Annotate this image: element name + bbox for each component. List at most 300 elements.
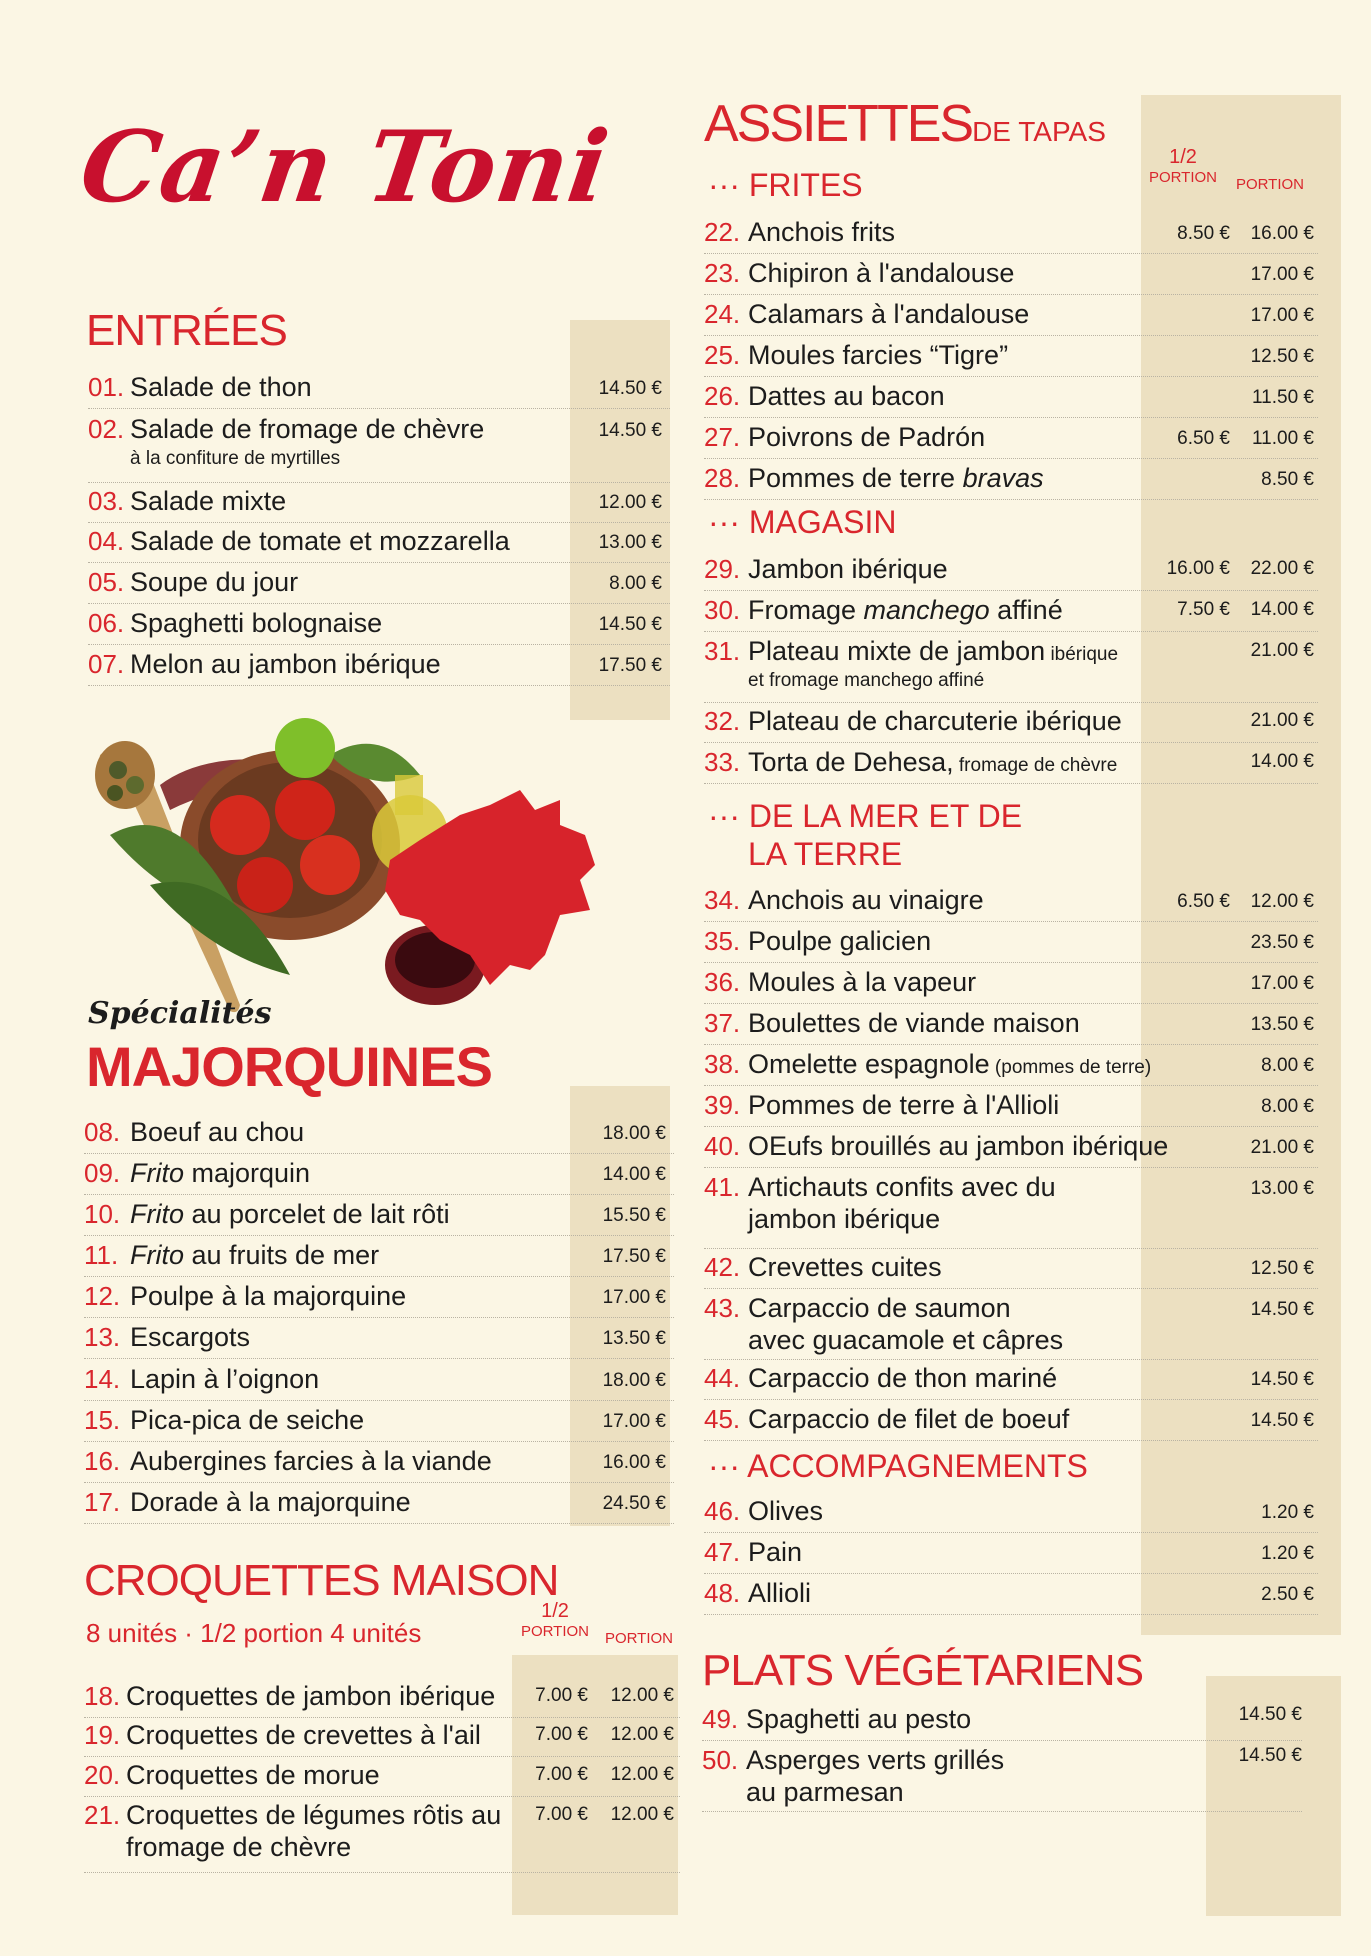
menu-item-row — [704, 1086, 1318, 1127]
item-price: 12.00 € — [1250, 891, 1314, 912]
item-name-text: Poulpe à la majorquine — [130, 1281, 407, 1311]
item-name-text: Plateau de charcuterie ibérique — [748, 706, 1122, 736]
item-name — [748, 1090, 1059, 1121]
item-price: 13.00 € — [598, 532, 662, 553]
item-name — [130, 1487, 411, 1518]
item-price: 14.50 € — [1250, 1410, 1314, 1431]
item-price: 12.00 € — [610, 1804, 674, 1825]
item-name — [748, 1363, 1057, 1394]
item-name-text: Anchois au vinaigre — [748, 885, 984, 915]
restaurant-logo: Ca’n Toni — [73, 110, 616, 225]
item-name-text: Croquettes de crevettes à l'ail — [126, 1720, 481, 1750]
item-price: 17.00 € — [1250, 305, 1314, 326]
menu-item-row — [88, 563, 670, 604]
item-number: 32. — [704, 706, 741, 736]
item-name — [130, 526, 510, 557]
majorquines-kicker: Spécialités — [88, 996, 272, 1031]
item-half-price: 16.00 € — [1166, 558, 1230, 579]
item-name-text: Fromage — [748, 595, 864, 625]
item-number: 22. — [704, 217, 741, 247]
item-price: 8.00 € — [609, 573, 662, 594]
item-number: 16. — [84, 1446, 121, 1476]
item-name — [126, 1800, 501, 1831]
item-number: 01. — [88, 372, 125, 402]
item-price: 8.00 € — [1261, 1096, 1314, 1117]
item-price: 21.00 € — [1250, 640, 1314, 661]
croquettes-portion-header — [600, 1630, 678, 1647]
item-name-text: Escargots — [130, 1322, 251, 1352]
item-number: 08. — [84, 1117, 121, 1147]
item-price: 12.00 € — [610, 1685, 674, 1706]
item-name-text: Spaghetti au pesto — [746, 1704, 972, 1734]
item-name-text: Dorade à la majorquine — [130, 1487, 411, 1517]
item-name-emphasis: manchego — [863, 595, 990, 625]
item-number: 50. — [702, 1745, 739, 1775]
item-name — [748, 1293, 1011, 1324]
tapas-portion-header — [1230, 176, 1310, 193]
item-number: 30. — [704, 595, 741, 625]
item-name — [130, 1281, 406, 1312]
item-number: 41. — [704, 1172, 741, 1202]
item-number: 10. — [84, 1199, 121, 1229]
item-number: 39. — [704, 1090, 741, 1120]
item-name — [748, 554, 948, 585]
item-price: 2.50 € — [1261, 1584, 1314, 1605]
menu-item-row — [88, 482, 670, 523]
item-price: 14.00 € — [602, 1164, 666, 1185]
item-name — [130, 1158, 310, 1189]
item-name-text: Pommes de terre — [748, 463, 963, 493]
item-name-text: Soupe du jour — [130, 567, 299, 597]
item-name — [748, 1049, 1151, 1080]
menu-item-row — [84, 1401, 674, 1442]
item-name — [748, 463, 1044, 494]
item-number: 31. — [704, 636, 741, 666]
item-name — [748, 381, 945, 412]
item-price: 17.50 € — [602, 1246, 666, 1267]
item-number: 34. — [704, 885, 741, 915]
menu-item-row — [84, 1442, 674, 1483]
item-name — [748, 422, 985, 453]
menu-item-row — [704, 213, 1318, 254]
item-price: 11.50 € — [1252, 387, 1314, 408]
item-name-text: Olives — [748, 1496, 824, 1526]
item-name — [748, 926, 931, 957]
item-name-emphasis: bravas — [962, 463, 1044, 493]
half-portion-label: PORTION — [520, 1623, 590, 1640]
menu-item-row — [88, 410, 670, 483]
item-name-text: Crevettes cuites — [748, 1252, 942, 1282]
item-name-text: Boulettes de viande maison — [748, 1008, 1080, 1038]
menu-item-row — [704, 702, 1318, 743]
menu-item-row — [84, 1113, 674, 1154]
menu-item-row — [704, 1492, 1318, 1533]
item-name — [130, 608, 382, 639]
item-number: 04. — [88, 526, 125, 556]
item-name-text: au fruits de mer — [184, 1240, 380, 1270]
item-number: 24. — [704, 299, 741, 329]
item-name-text: Chipiron à l'andalouse — [748, 258, 1015, 288]
item-name — [748, 1537, 802, 1568]
item-number: 49. — [702, 1704, 739, 1734]
accompagnements-title: ··· ACCOMPAGNEMENTS — [708, 1448, 1088, 1484]
item-half-price: 7.00 € — [535, 1685, 588, 1706]
item-number: 09. — [84, 1158, 121, 1188]
item-number: 20. — [84, 1760, 121, 1790]
item-number: 48. — [704, 1578, 741, 1608]
item-number: 33. — [704, 747, 741, 777]
item-price: 8.50 € — [1261, 469, 1314, 490]
menu-item-row — [704, 336, 1318, 377]
item-price: 17.00 € — [1250, 973, 1314, 994]
item-name — [748, 595, 1063, 626]
item-name — [748, 706, 1122, 737]
item-number: 18. — [84, 1681, 121, 1711]
menu-item-row — [84, 1318, 674, 1359]
item-name-text: Allioli — [748, 1578, 812, 1608]
item-price: 11.00 € — [1252, 428, 1314, 449]
item-price: 12.50 € — [1250, 1258, 1314, 1279]
item-price: 18.00 € — [602, 1370, 666, 1391]
item-price: 21.00 € — [1250, 710, 1314, 731]
item-name-text: Pommes de terre à l'Allioli — [748, 1090, 1060, 1120]
item-number: 21. — [84, 1800, 121, 1830]
item-number: 45. — [704, 1404, 741, 1434]
menu-item-row — [704, 1359, 1318, 1400]
item-name — [130, 1322, 250, 1353]
item-name — [748, 217, 895, 248]
item-name — [748, 1578, 811, 1609]
menu-item-row — [88, 368, 670, 409]
item-name — [130, 372, 312, 403]
item-price: 16.00 € — [1250, 223, 1314, 244]
item-name — [130, 649, 441, 680]
menu-item-row — [84, 1277, 674, 1318]
menu-item-row — [704, 1400, 1318, 1441]
item-number: 23. — [704, 258, 741, 288]
item-number: 43. — [704, 1293, 741, 1323]
item-name-text: OEufs brouillés au jambon ibérique — [748, 1131, 1169, 1161]
item-number: 03. — [88, 486, 125, 516]
item-name-text: Anchois frits — [748, 217, 896, 247]
item-price: 13.00 € — [1250, 1178, 1314, 1199]
item-price: 8.00 € — [1261, 1055, 1314, 1076]
item-name-line2: au parmesan — [746, 1777, 904, 1807]
item-number: 12. — [84, 1281, 121, 1311]
item-number: 37. — [704, 1008, 741, 1038]
menu-item-row — [704, 1045, 1318, 1086]
menu-item-row — [704, 1168, 1318, 1249]
item-number: 14. — [84, 1364, 121, 1394]
item-price: 24.50 € — [602, 1493, 666, 1514]
item-half-price: 6.50 € — [1177, 891, 1230, 912]
item-name-text: Torta de Dehesa, — [748, 747, 954, 777]
item-note: à la confiture de myrtilles — [130, 448, 341, 469]
menu-item-row — [88, 604, 670, 645]
item-name — [130, 1364, 319, 1395]
item-name — [748, 636, 1118, 667]
menu-item-row — [704, 295, 1318, 336]
item-name — [130, 1117, 304, 1148]
item-price: 12.00 € — [598, 492, 662, 513]
item-number: 40. — [704, 1131, 741, 1161]
item-name-text: Croquettes de jambon ibérique — [126, 1681, 496, 1711]
item-name-line2: avec guacamole et câpres — [748, 1325, 1064, 1355]
food-illustration — [90, 715, 630, 1035]
item-name — [748, 885, 984, 916]
item-number: 02. — [88, 414, 125, 444]
mer-title: ··· DE LA MER ET DE — [708, 798, 1023, 834]
item-half-price: 7.00 € — [535, 1764, 588, 1785]
item-number: 15. — [84, 1405, 121, 1435]
item-number: 25. — [704, 340, 741, 370]
item-number: 06. — [88, 608, 125, 638]
menu-item-row — [84, 1236, 674, 1277]
item-name-emphasis: Frito — [130, 1199, 184, 1229]
item-price: 13.50 € — [1250, 1014, 1314, 1035]
item-name-line2: fromage de chèvre — [126, 1832, 352, 1862]
item-price: 22.00 € — [1250, 558, 1314, 579]
item-name-text: Croquettes de légumes rôtis au — [126, 1800, 502, 1830]
item-price: 18.00 € — [602, 1123, 666, 1144]
item-number: 19. — [84, 1720, 121, 1750]
item-name-emphasis: Frito — [130, 1158, 184, 1188]
item-name-text: Melon au jambon ibérique — [130, 649, 441, 679]
menu-item-row — [702, 1700, 1302, 1741]
item-price: 14.50 € — [598, 420, 662, 441]
item-price: 17.00 € — [1250, 264, 1314, 285]
menu-item-row — [704, 550, 1318, 591]
item-price: 14.50 € — [1250, 1299, 1314, 1320]
item-name-text: Salade de thon — [130, 372, 312, 402]
item-name — [130, 414, 484, 445]
menu-item-row — [704, 1248, 1318, 1289]
item-name — [130, 1199, 450, 1230]
item-half-price: 6.50 € — [1177, 428, 1230, 449]
item-name — [126, 1720, 481, 1751]
item-name — [130, 1405, 364, 1436]
half-portion-label: PORTION — [1148, 169, 1218, 186]
item-number: 35. — [704, 926, 741, 956]
item-half-price: 7.00 € — [535, 1804, 588, 1825]
item-name — [748, 1404, 1069, 1435]
entrees-title: ENTRÉES — [86, 306, 287, 355]
croquettes-title: CROQUETTES MAISON — [84, 1556, 559, 1605]
menu-item-row — [704, 1289, 1318, 1360]
item-number: 36. — [704, 967, 741, 997]
menu-item-row — [84, 1796, 680, 1873]
item-name — [130, 486, 286, 517]
item-name-text: au porcelet de lait rôti — [184, 1199, 450, 1229]
item-price: 1.20 € — [1261, 1502, 1314, 1523]
item-name-text: Croquettes de morue — [126, 1760, 380, 1790]
item-number: 38. — [704, 1049, 741, 1079]
menu-item-row — [704, 881, 1318, 922]
item-name-text: Artichauts confits avec du — [748, 1172, 1056, 1202]
item-name-text: Spaghetti bolognaise — [130, 608, 383, 638]
item-name-emphasis: Frito — [130, 1240, 184, 1270]
item-name-text: Carpaccio de filet de boeuf — [748, 1404, 1070, 1434]
item-price: 14.50 € — [1250, 1369, 1314, 1390]
item-price: 14.50 € — [1238, 1704, 1302, 1725]
item-number: 26. — [704, 381, 741, 411]
item-price: 17.00 € — [602, 1411, 666, 1432]
item-name-text: Moules farcies “Tigre” — [748, 340, 1009, 370]
item-name — [748, 1008, 1080, 1039]
majorquines-title: MAJORQUINES — [86, 1035, 492, 1098]
menu-item-row — [704, 591, 1318, 632]
item-name-text: Salade mixte — [130, 486, 287, 516]
menu-item-row — [704, 377, 1318, 418]
item-name-text: Salade de tomate et mozzarella — [130, 526, 510, 556]
item-number: 07. — [88, 649, 125, 679]
item-name-text: Carpaccio de saumon — [748, 1293, 1011, 1323]
item-name — [748, 1172, 1056, 1203]
item-name-text: Poulpe galicien — [748, 926, 932, 956]
item-price: 1.20 € — [1261, 1543, 1314, 1564]
item-name-text: Jambon ibérique — [748, 554, 948, 584]
item-name-text: Pica-pica de seiche — [130, 1405, 365, 1435]
croquettes-half-portion-header — [520, 1600, 590, 1640]
item-name — [748, 1252, 942, 1283]
menu-item-row — [704, 963, 1318, 1004]
item-note: et fromage manchego affiné — [748, 670, 985, 691]
half-label: 1/2 — [1169, 146, 1197, 168]
item-half-price: 8.50 € — [1177, 223, 1230, 244]
item-price: 14.50 € — [1238, 1745, 1302, 1766]
item-price: 17.50 € — [598, 655, 662, 676]
item-number: 44. — [704, 1363, 741, 1393]
menu-item-row — [704, 418, 1318, 459]
item-name-text: Salade de fromage de chèvre — [130, 414, 485, 444]
item-name-line2: jambon ibérique — [748, 1204, 941, 1234]
item-name — [130, 1240, 379, 1271]
menu-item-row — [84, 1154, 674, 1195]
menu-item-row — [704, 743, 1318, 784]
item-price: 14.50 € — [598, 378, 662, 399]
item-number: 13. — [84, 1322, 121, 1352]
item-number: 05. — [88, 567, 125, 597]
item-name-text: Calamars à l'andalouse — [748, 299, 1030, 329]
menu-item-row — [84, 1716, 680, 1757]
menu-item-row — [704, 922, 1318, 963]
menu-item-row — [84, 1360, 674, 1401]
item-name — [126, 1681, 495, 1712]
item-name — [130, 1446, 492, 1477]
item-name-small: ibérique — [1045, 644, 1119, 665]
tapas-half-portion-header — [1148, 146, 1218, 186]
item-name — [130, 567, 298, 598]
tapas-title — [704, 94, 1106, 154]
item-number: 46. — [704, 1496, 741, 1526]
menu-item-row — [704, 1004, 1318, 1045]
item-price: 17.00 € — [602, 1287, 666, 1308]
item-name — [746, 1704, 971, 1735]
item-number: 11. — [84, 1240, 119, 1270]
item-name-small: fromage de chèvre — [953, 755, 1118, 776]
item-number: 42. — [704, 1252, 741, 1282]
item-name-small: (pommes de terre) — [989, 1057, 1152, 1078]
portion-label: PORTION — [604, 1630, 674, 1647]
item-half-price: 7.00 € — [535, 1724, 588, 1745]
item-name-text: majorquin — [184, 1158, 311, 1188]
item-name-text: Plateau mixte de jambon — [748, 636, 1046, 666]
menu-item-row — [84, 1677, 680, 1718]
magasin-title: ··· MAGASIN — [708, 504, 897, 540]
croquettes-subtitle: 8 unités · 1/2 portion 4 unités — [86, 1618, 422, 1648]
menu-item-row — [704, 1574, 1318, 1615]
item-name-text: Boeuf au chou — [130, 1117, 305, 1147]
item-name-text: Aubergines farcies à la viande — [130, 1446, 492, 1476]
item-name — [748, 258, 1014, 289]
item-name — [748, 1496, 823, 1527]
menu-item-row — [704, 254, 1318, 295]
item-number: 27. — [704, 422, 741, 452]
item-price: 12.00 € — [610, 1764, 674, 1785]
item-price: 23.50 € — [1250, 932, 1314, 953]
menu-item-row — [84, 1195, 674, 1236]
menu-item-row — [88, 522, 670, 563]
portion-label: PORTION — [1235, 176, 1305, 193]
item-name-text: Carpaccio de thon mariné — [748, 1363, 1058, 1393]
item-name — [126, 1760, 380, 1791]
item-price: 14.00 € — [1250, 751, 1314, 772]
tapas-title-small: DE TAPAS — [972, 116, 1106, 147]
menu-item-row — [84, 1756, 680, 1797]
item-number: 28. — [704, 463, 741, 493]
item-price: 12.00 € — [610, 1724, 674, 1745]
item-name — [748, 747, 1117, 778]
item-name-text: Lapin à l’oignon — [130, 1364, 320, 1394]
item-name-text: Poivrons de Padrón — [748, 422, 986, 452]
item-price: 21.00 € — [1250, 1137, 1314, 1158]
menu-item-row — [704, 1533, 1318, 1574]
item-number: 47. — [704, 1537, 741, 1567]
menu-item-row — [704, 632, 1318, 703]
item-name — [748, 1131, 1168, 1162]
item-price: 14.00 € — [1250, 599, 1314, 620]
item-name — [748, 967, 976, 998]
item-name — [748, 340, 1008, 371]
item-price: 16.00 € — [602, 1452, 666, 1473]
item-price: 14.50 € — [598, 614, 662, 635]
item-name — [746, 1745, 1004, 1776]
item-price: 13.50 € — [602, 1328, 666, 1349]
item-name-text-after: affiné — [989, 595, 1063, 625]
item-name-text: Moules à la vapeur — [748, 967, 977, 997]
frites-title: ··· FRITES — [708, 167, 863, 203]
item-name-text: Dattes au bacon — [748, 381, 945, 411]
mer-title-line2: LA TERRE — [748, 836, 903, 872]
menu-item-row — [704, 1127, 1318, 1168]
menu-item-row — [704, 459, 1318, 500]
item-number: 17. — [84, 1487, 121, 1517]
item-price: 15.50 € — [602, 1205, 666, 1226]
item-name-text: Omelette espagnole — [748, 1049, 990, 1079]
tapas-title-big: ASSIETTES — [704, 95, 973, 153]
item-name — [748, 299, 1029, 330]
apple-shape — [275, 718, 335, 778]
menu-item-row — [88, 645, 670, 686]
half-label: 1/2 — [541, 1600, 569, 1622]
item-number: 29. — [704, 554, 741, 584]
item-name-text: Pain — [748, 1537, 803, 1567]
vegetariens-title: PLATS VÉGÉTARIENS — [702, 1646, 1144, 1695]
item-name-text: Asperges verts grillés — [746, 1745, 1005, 1775]
menu-item-row — [702, 1741, 1302, 1812]
menu-item-row — [84, 1483, 674, 1524]
item-price: 12.50 € — [1250, 346, 1314, 367]
